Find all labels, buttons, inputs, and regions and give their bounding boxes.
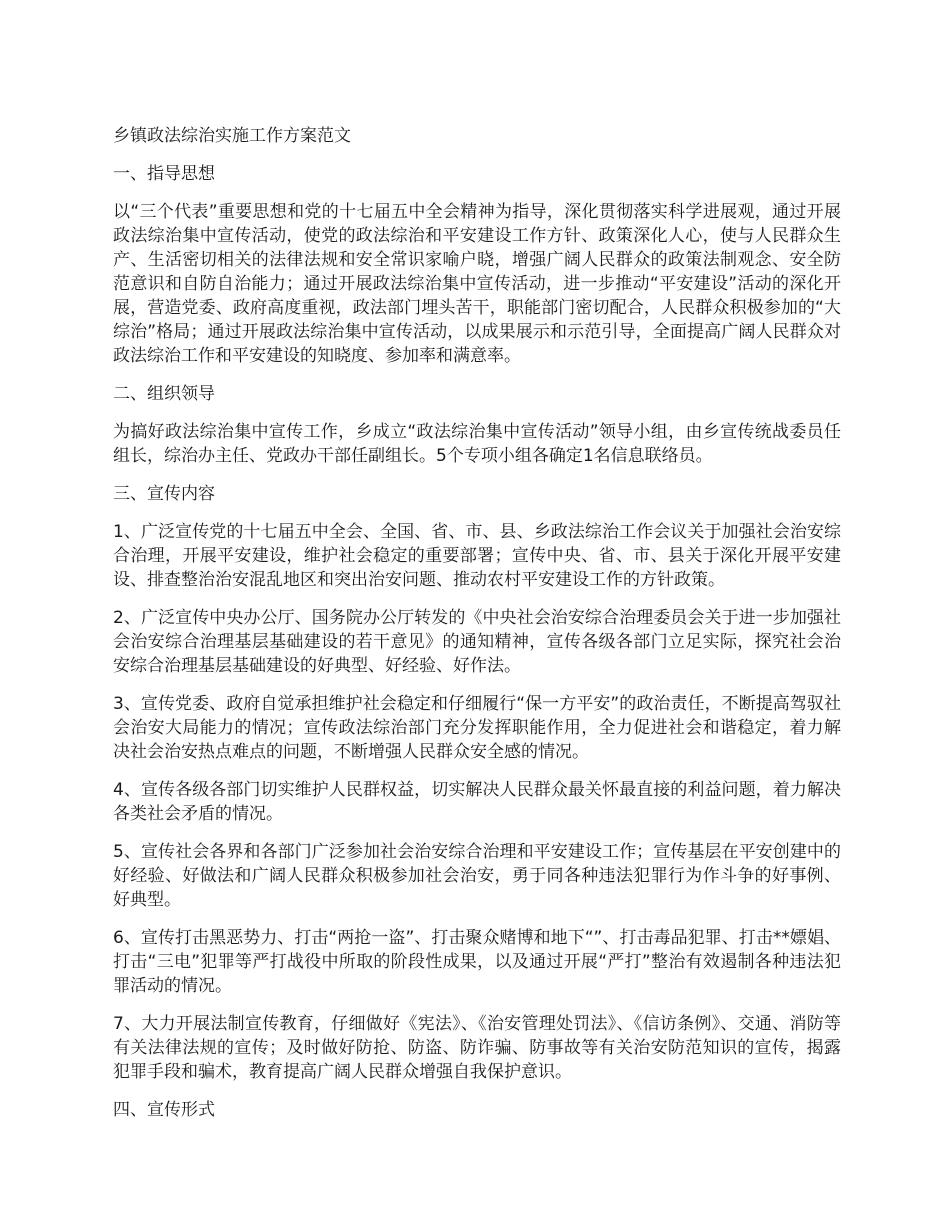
document-title: 乡镇政法综治实施工作方案范文 xyxy=(113,126,351,146)
list-item-paragraph: 5、宣传社会各界和各部门广泛参加社会治安综合治理和平安建设工作；宣传基层在平安创建中的好经验、好做法和广阔人民群众积极参加社会治安，勇于同各种违法犯罪行为作斗争的好事例、好典型。 xyxy=(113,842,841,910)
list-item-paragraph: 6、宣传打击黑恶势力、打击“两抢一盗”、打击聚众赌博和地下“”、打击毒品犯罪、打击**嫖娼、打击“三电”犯罪等严打战役中所取的阶段性成果，以及通过开展“严打”整治有效遏制各种违法犯罪活动的情况。 xyxy=(113,928,841,996)
paragraph: 以“三个代表”重要思想和党的十七届五中全会精神为指导，深化贯彻落实科学进展观，通过开展政法综治集中宣传活动，使党的政法综治和平安建设工作方针、政策深化人心，使与人民群众生产、生活密切相关的法律法规和安全常识家喻户晓，增强广阔人民群众的政策法制观念、安全防范意识和自防自治能力；通过开展政法综治集中宣传活动，进一步推动“平安建设”活动的深化开展，营造党委、政府高度重视，政法部门埋头苦干，职能部门密切配合，人民群众积极参加的“大综治”格局；通过开展政法综治集中宣传活动，以成果展示和示范引导，全面提高广阔人民群众对政法综治工作和平安建设的知晓度、参加率和满意率。 xyxy=(113,202,841,366)
section-heading-guiding-ideology: 一、指导思想 xyxy=(113,164,215,184)
section-heading-forms: 四、宣传形式 xyxy=(113,1100,215,1120)
list-item-paragraph: 2、广泛宣传中央办公厅、国务院办公厅转发的《中央社会治安综合治理委员会关于进一步加强社会治安综合治理基层基础建设的若干意见》的通知精神，宣传各级各部门立足实际，探究社会治安综合治理基层基础建设的好典型、好经验、好作法。 xyxy=(113,608,841,676)
document-body xyxy=(113,124,841,1136)
section-heading-organization: 二、组织领导 xyxy=(113,384,215,404)
paragraph: 为搞好政法综治集中宣传工作，乡成立“政法综治集中宣传活动”领导小组，由乡宣传统战委员任组长，综治办主任、党政办干部任副组长。5个专项小组各确定1名信息联络员。 xyxy=(113,422,841,466)
list-item-paragraph: 4、宣传各级各部门切实维护人民群权益，切实解决人民群众最关怀最直接的利益问题，着力解决各类社会矛盾的情况。 xyxy=(113,780,841,824)
section-heading-content: 三、宣传内容 xyxy=(113,484,215,504)
list-item-paragraph: 3、宣传党委、政府自觉承担维护社会稳定和仔细履行“保一方平安”的政治责任，不断提高驾驭社会治安大局能力的情况；宣传政法综治部门充分发挥职能作用，全力促进社会和谐稳定，着力解决社会治安热点难点的问题，不断增强人民群众安全感的情况。 xyxy=(113,694,841,762)
list-item-paragraph: 7、大力开展法制宣传教育，仔细做好《宪法》、《治安管理处罚法》、《信访条例》、交通、消防等有关法律法规的宣传；及时做好防抢、防盗、防诈骗、防事故等有关治安防范知识的宣传，揭露犯罪手段和骗术，教育提高广阔人民群众增强自我保护意识。 xyxy=(113,1014,841,1082)
list-item-paragraph: 1、广泛宣传党的十七届五中全会、全国、省、市、县、乡政法综治工作会议关于加强社会治安综合治理，开展平安建设，维护社会稳定的重要部署；宣传中央、省、市、县关于深化开展平安建设、排查整治治安混乱地区和突出治安问题、推动农村平安建设工作的方针政策。 xyxy=(113,522,841,590)
